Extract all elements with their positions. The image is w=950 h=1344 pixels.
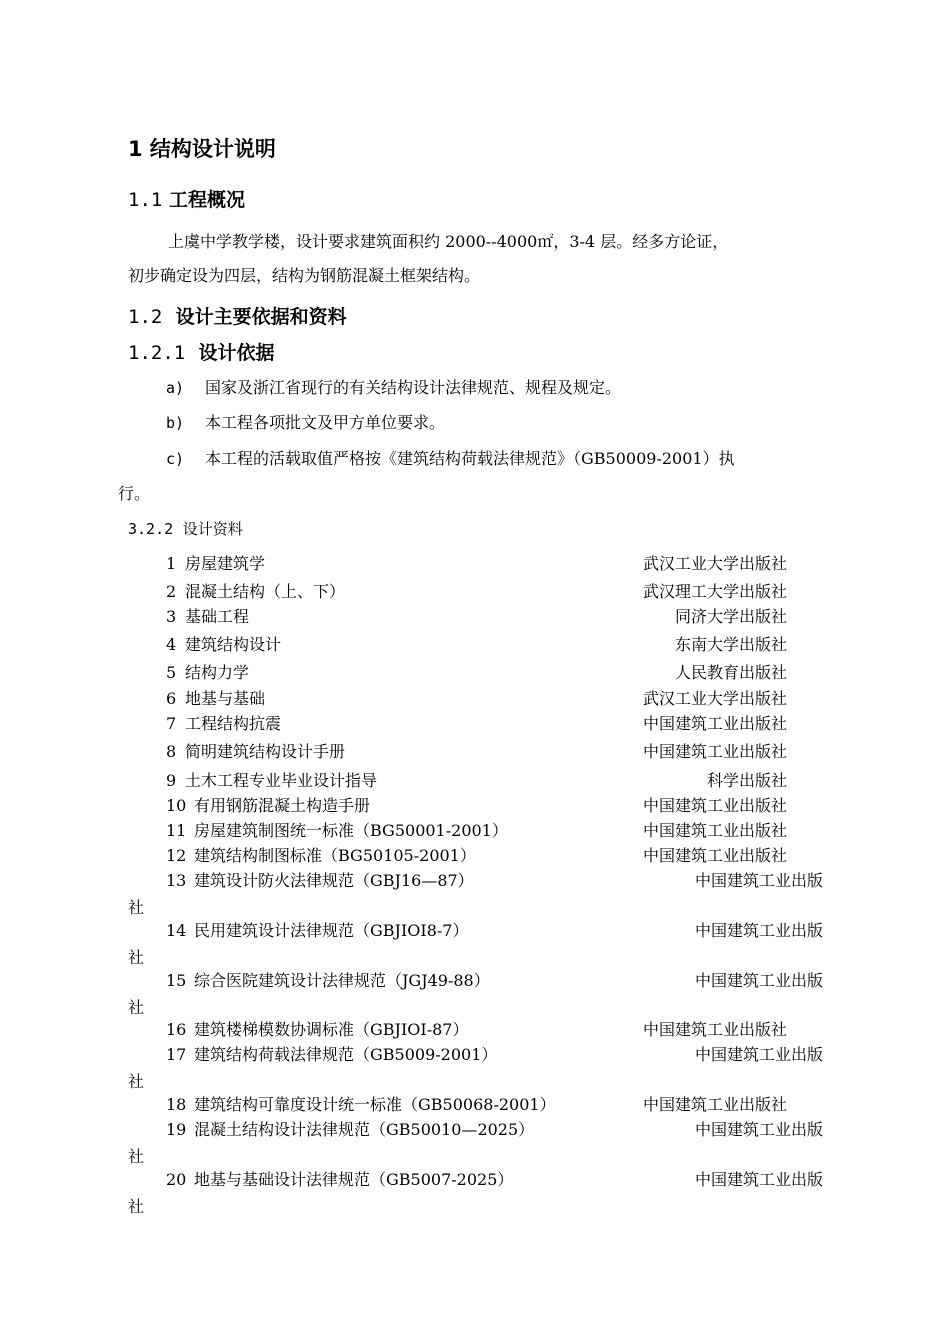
list-marker: c) bbox=[166, 450, 185, 468]
reference-number: 8 bbox=[166, 742, 177, 761]
reference-publisher: 武汉理工大学出版社 bbox=[642, 582, 787, 601]
reference-title: 地基与基础 bbox=[185, 689, 266, 708]
section-title: 设计依据 bbox=[198, 342, 275, 364]
reference-publisher-wrap: 社 bbox=[128, 1197, 145, 1216]
reference-title: 建筑结构设计 bbox=[185, 635, 282, 654]
reference-publisher: 同济大学出版社 bbox=[674, 607, 787, 626]
section-number: 1.2 bbox=[128, 306, 163, 328]
reference-title: 建筑结构可靠度设计统一标准（GB50068-2001） bbox=[194, 1095, 556, 1114]
reference-publisher: 中国建筑工业出版社 bbox=[642, 1020, 787, 1039]
reference-publisher: 中国建筑工业出版社 bbox=[642, 1095, 787, 1114]
reference-publisher: 中国建筑工业出版 bbox=[694, 921, 823, 940]
basis-item-b bbox=[166, 415, 184, 431]
reference-number: 3 bbox=[166, 607, 177, 626]
section-number: 1.1 bbox=[128, 189, 163, 211]
reference-number: 6 bbox=[166, 689, 177, 708]
reference-publisher: 中国建筑工业出版社 bbox=[642, 742, 787, 761]
reference-number: 11 bbox=[166, 821, 187, 840]
basis-item-c-text: 本工程的活载取值严格按《建筑结构荷载法律规范》（GB50009-2001）执 bbox=[205, 449, 735, 468]
reference-number: 20 bbox=[166, 1170, 187, 1189]
reference-title: 工程结构抗震 bbox=[185, 714, 282, 733]
reference-title: 综合医院建筑设计法律规范（JGJ49-88） bbox=[194, 971, 490, 990]
reference-number: 10 bbox=[166, 796, 187, 815]
reference-publisher: 中国建筑工业出版社 bbox=[642, 821, 787, 840]
section-heading-1-2 bbox=[128, 308, 347, 327]
reference-publisher: 东南大学出版社 bbox=[674, 635, 787, 654]
basis-item-b-text: 本工程各项批文及甲方单位要求。 bbox=[205, 413, 446, 432]
reference-title: 建筑楼梯模数协调标准（GBJIOI-87） bbox=[194, 1020, 469, 1039]
reference-number: 2 bbox=[166, 582, 177, 601]
reference-publisher: 中国建筑工业出版 bbox=[694, 1045, 823, 1064]
section-heading-1: 1 结构设计说明 bbox=[128, 137, 276, 161]
reference-title: 混凝土结构设计法律规范（GB50010—2025） bbox=[194, 1120, 535, 1139]
reference-number: 15 bbox=[166, 971, 187, 990]
section-title: 设计主要依据和资料 bbox=[175, 306, 347, 328]
reference-publisher: 人民教育出版社 bbox=[674, 663, 787, 682]
reference-number: 9 bbox=[166, 771, 177, 790]
section-title: 设计资料 bbox=[182, 520, 243, 538]
reference-publisher-wrap: 社 bbox=[128, 1072, 145, 1091]
reference-number: 1 bbox=[166, 554, 177, 573]
reference-number: 13 bbox=[166, 871, 187, 890]
reference-publisher: 武汉工业大学出版社 bbox=[642, 554, 787, 573]
reference-number: 5 bbox=[166, 663, 177, 682]
reference-title: 房屋建筑学 bbox=[185, 554, 266, 573]
reference-publisher: 中国建筑工业出版社 bbox=[642, 796, 787, 815]
reference-publisher-wrap: 社 bbox=[128, 998, 145, 1017]
reference-title: 有用钢筋混凝土构造手册 bbox=[194, 796, 371, 815]
reference-title: 建筑结构制图标准（BG50105-2001） bbox=[194, 846, 476, 865]
reference-title: 简明建筑结构设计手册 bbox=[185, 742, 346, 761]
reference-publisher: 科学出版社 bbox=[706, 771, 787, 790]
reference-title: 基础工程 bbox=[185, 607, 250, 626]
section-heading-1-1 bbox=[128, 191, 245, 210]
reference-publisher: 中国建筑工业出版社 bbox=[642, 846, 787, 865]
paragraph-line: 初步确定设为四层，结构为钢筋混凝土框架结构。 bbox=[128, 266, 481, 285]
reference-number: 18 bbox=[166, 1095, 187, 1114]
basis-item-a-text: 国家及浙江省现行的有关结构设计法律规范、规程及规定。 bbox=[205, 378, 622, 397]
section-number: 3.2.2 bbox=[128, 520, 174, 538]
basis-item-a bbox=[166, 380, 184, 396]
reference-publisher: 武汉工业大学出版社 bbox=[642, 689, 787, 708]
reference-number: 14 bbox=[166, 921, 187, 940]
reference-title: 结构力学 bbox=[185, 663, 250, 682]
reference-publisher-wrap: 社 bbox=[128, 1147, 145, 1166]
reference-number: 17 bbox=[166, 1045, 187, 1064]
reference-publisher: 中国建筑工业出版 bbox=[694, 1170, 823, 1189]
section-heading-1-2-1 bbox=[128, 344, 274, 363]
reference-title: 建筑设计防火法律规范（GBJ16—87） bbox=[194, 871, 474, 890]
section-number: 1.2.1 bbox=[128, 342, 186, 364]
section-title: 工程概况 bbox=[168, 189, 245, 211]
reference-title: 民用建筑设计法律规范（GBJIOI8-7） bbox=[194, 921, 469, 940]
reference-publisher: 中国建筑工业出版 bbox=[694, 971, 823, 990]
reference-title: 建筑结构荷载法律规范（GB5009-2001） bbox=[194, 1045, 498, 1064]
reference-publisher: 中国建筑工业出版 bbox=[694, 871, 823, 890]
reference-title: 土木工程专业毕业设计指导 bbox=[185, 771, 378, 790]
paragraph-line: 上虞中学教学楼，设计要求建筑面积约 2000--4000㎡，3-4 层。经多方论证， bbox=[168, 232, 729, 251]
reference-title: 混凝土结构（上、下） bbox=[185, 582, 346, 601]
basis-item-c-continuation: 行。 bbox=[118, 484, 151, 503]
reference-number: 16 bbox=[166, 1020, 187, 1039]
reference-publisher: 中国建筑工业出版社 bbox=[642, 714, 787, 733]
reference-number: 12 bbox=[166, 846, 187, 865]
reference-publisher-wrap: 社 bbox=[128, 948, 145, 967]
subsection-heading-3-2-2 bbox=[128, 522, 243, 537]
reference-number: 4 bbox=[166, 635, 177, 654]
list-marker: b) bbox=[166, 414, 185, 432]
reference-number: 19 bbox=[166, 1120, 187, 1139]
list-marker: a) bbox=[166, 379, 185, 397]
basis-item-c bbox=[166, 451, 184, 467]
reference-publisher: 中国建筑工业出版 bbox=[694, 1120, 823, 1139]
reference-title: 房屋建筑制图统一标准（BG50001-2001） bbox=[194, 821, 508, 840]
reference-publisher-wrap: 社 bbox=[128, 898, 145, 917]
reference-title: 地基与基础设计法律规范（GB5007-2025） bbox=[194, 1170, 514, 1189]
reference-number: 7 bbox=[166, 714, 177, 733]
